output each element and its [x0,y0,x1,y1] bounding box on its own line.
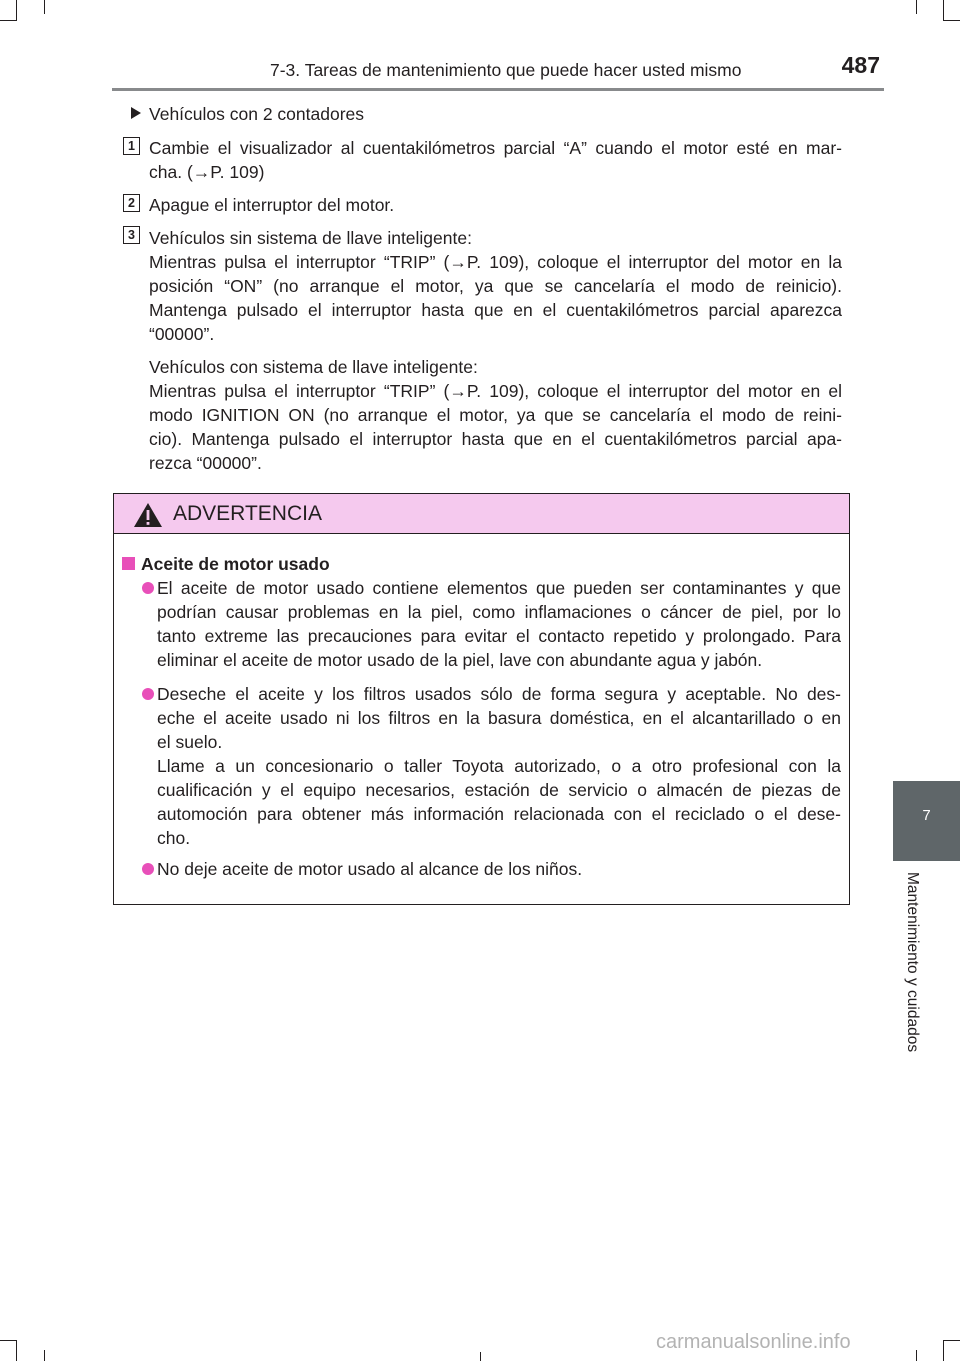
triangle-bullet-icon [131,107,141,119]
text-line: Apague el interruptor del motor. [149,195,395,215]
step-number-2: 2 [123,194,140,212]
text-line: Mientras pulsa el interruptor “TRIP” (→P. 109), coloque el interruptor del motor en el [149,381,842,401]
square-bullet-icon [122,557,135,570]
text-line: eche el aceite usado ni los filtros en la basura doméstica, en el alcantarillado o en [157,708,841,728]
crop-mark [16,1340,17,1361]
text-line: Mantenga pulsado el interruptor hasta que en el cuentakilómetros parcial aparezca [149,300,842,320]
step-1-text [149,136,842,184]
text-line: cho. [157,828,191,848]
text-line: tanto extreme las precauciones para evitar el contacto repetido y prolongado. Para [157,626,841,646]
crop-mark [16,0,17,21]
step-number-3: 3 [123,226,140,244]
text-line: Llame a un concesionario o taller Toyota autorizado, o a otro profesional con la [157,756,841,776]
text-line: cio). Mantenga pulsado el interruptor hasta que en el cuentakilómetros parcial apa- [149,429,842,449]
crop-mark [943,1340,944,1361]
text-line: Vehículos sin sistema de llave inteligente: [149,228,472,248]
subheading [131,102,364,126]
text-line: modo IGNITION ON (no arranque el motor, ya que se cancelaría el modo de reini- [149,405,842,425]
chapter-number: 7 [922,807,931,824]
chapter-label [899,872,921,1082]
header-divider [112,88,884,91]
warning-subheading [122,552,330,576]
bullet-dot-icon [142,688,154,700]
warning-box [113,493,850,905]
text-line: No deje aceite de motor usado al alcance de los niños. [157,859,583,879]
warning-header [114,494,849,534]
crop-mark [480,1352,481,1361]
step-2-text [149,193,842,217]
warning-triangle-icon [133,502,163,528]
text-line: podrían causar problemas en la piel, como inflamaciones o cáncer de piel, por lo [157,602,841,622]
section-title: 7-3. Tareas de mantenimiento que puede hacer usted mismo [270,60,742,80]
step-number-1: 1 [123,137,140,155]
bullet-dot-icon [142,863,154,875]
warning-bullet-2 [157,682,841,850]
text-line: rezca “00000”. [149,453,262,473]
crop-mark [944,1340,960,1341]
text-line: automoción para obtener más información relacionada con el reciclado o el dese- [157,804,841,824]
text-line: El aceite de motor usado contiene elementos que pueden ser contaminantes y que [157,578,841,598]
watermark: carmanualsonline.info [656,1331,851,1353]
crop-mark [0,1340,16,1341]
page-number: 487 [841,52,880,78]
step-3-text [149,226,842,346]
warning-title: ADVERTENCIA [173,502,322,525]
crop-mark [944,20,960,21]
chapter-label-text: Mantenimiento y cuidados [904,872,921,1053]
subheading-text: Vehículos con 2 contadores [149,104,365,124]
crop-mark [44,1350,45,1361]
text-line: Mientras pulsa el interruptor “TRIP” (→P. 109), coloque el interruptor del motor en la [149,252,842,272]
text-line: posición “ON” (no arranque el motor, ya que se cancelaría el modo de reinicio). [149,276,842,296]
text-line: el suelo. [157,732,223,752]
text-line: Cambie el visualizador al cuentakilómetros parcial “A” cuando el motor esté en mar- [149,138,842,158]
crop-mark [943,0,944,21]
crop-mark [916,1350,917,1361]
bullet-dot-icon [142,582,154,594]
text-line: eliminar el aceite de motor usado de la piel, lave con abundante agua y jabón. [157,650,763,670]
text-line: cha. (→P. 109) [149,162,265,182]
step-3-extra-text [149,355,842,475]
chapter-tab [893,781,960,861]
text-line: Vehículos con sistema de llave inteligente: [149,357,478,377]
page-header [112,52,884,86]
warning-subheading-text: Aceite de motor usado [141,554,330,574]
warning-bullet-1 [157,576,841,672]
text-line: Deseche el aceite y los filtros usados sólo de forma segura y aceptable. No des- [157,684,841,704]
crop-mark [916,0,917,14]
text-line: “00000”. [149,324,215,344]
text-line: cualificación y el equipo necesarios, estación de servicio o almacén de piezas de [157,780,841,800]
crop-mark [0,20,16,21]
warning-bullet-3 [157,857,841,881]
crop-mark [44,0,45,14]
